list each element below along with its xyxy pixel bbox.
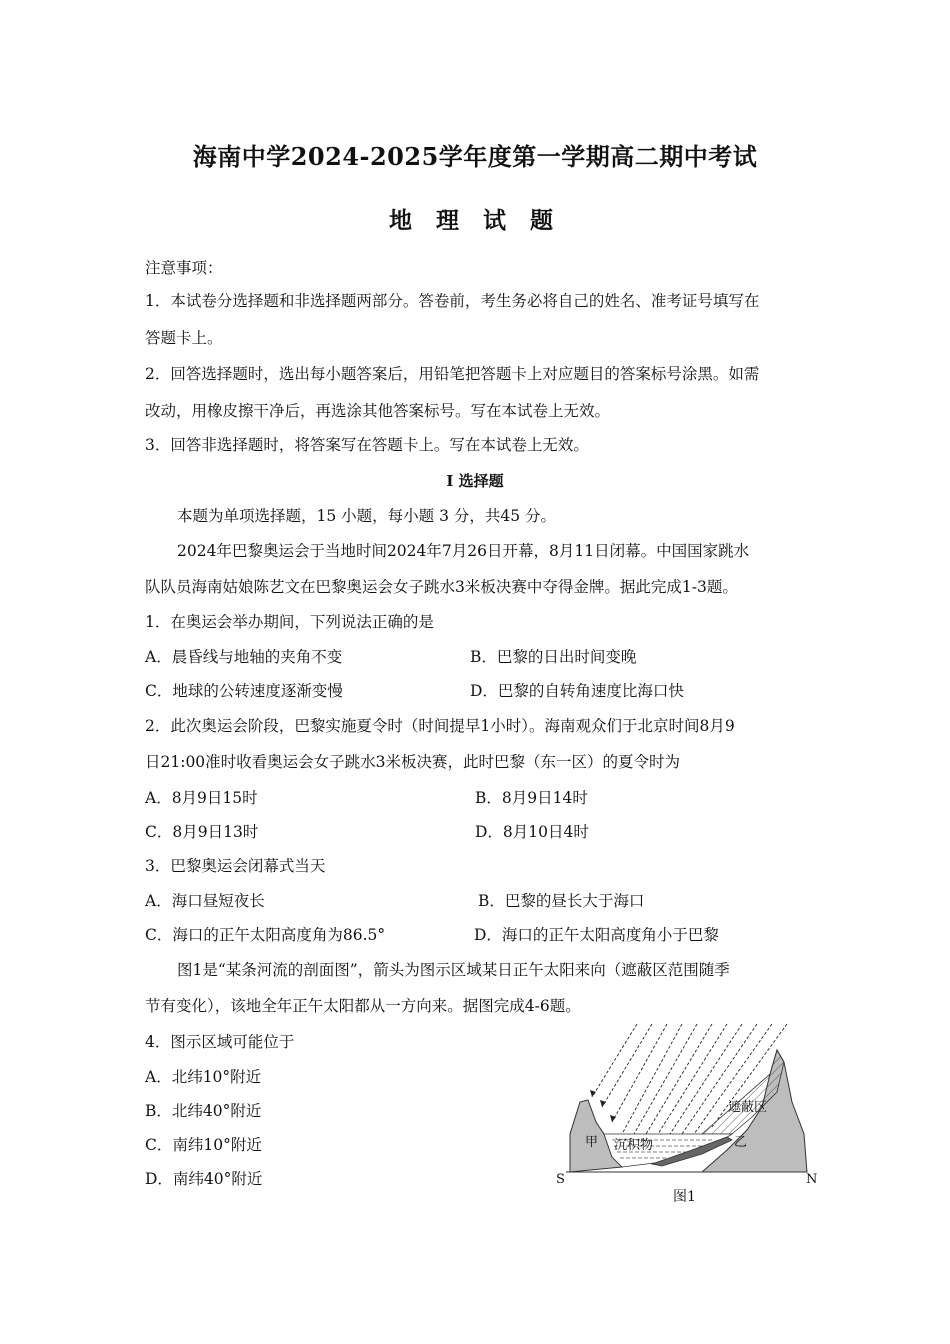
figure-caption: 图1 xyxy=(673,1189,696,1205)
question-4-option-a: A．北纬10°附近 xyxy=(145,1068,262,1086)
question-4-stem: 4．图示区域可能位于 xyxy=(145,1033,295,1051)
label-yi: 乙 xyxy=(734,1135,748,1150)
question-1-stem: 1．在奥运会举办期间，下列说法正确的是 xyxy=(145,613,434,631)
question-3-option-a: A．海口昼短夜长 xyxy=(145,892,265,910)
notice-item: 2．回答选择题时，选出每小题答案后，用铅笔把答题卡上对应题目的答案标号涂黑。如需 xyxy=(145,365,760,383)
notice-heading: 注意事项： xyxy=(145,259,223,277)
question-2-option-c: C．8月9日13时 xyxy=(145,823,259,841)
question-1-option-d: D．巴黎的自转角速度比海口快 xyxy=(470,682,684,700)
notice-item: 3．回答非选择题时，将答案写在答题卡上。写在本试卷上无效。 xyxy=(145,436,589,454)
passage-2-line: 节有变化），该地全年正午太阳都从一方向来。据图完成4-6题。 xyxy=(145,997,581,1015)
question-2-stem: 日21:00准时收看奥运会女子跳水3米板决赛，此时巴黎（东一区）的夏令时为 xyxy=(145,753,681,771)
passage-2-line: 图1是“某条河流的剖面图”，箭头为图示区域某日正午太阳来向（遮蔽区范围随季 xyxy=(177,961,730,979)
question-1-option-b: B．巴黎的日出时间变晚 xyxy=(470,648,637,666)
section-title: I 选择题 xyxy=(446,472,504,490)
notice-item: 改动，用橡皮擦干净后，再选涂其他答案标号。写在本试卷上无效。 xyxy=(145,402,611,420)
question-3-option-b: B．巴黎的昼长大于海口 xyxy=(478,892,645,910)
label-south: S xyxy=(556,1172,565,1187)
label-shadow-zone: 遮蔽区 xyxy=(728,1100,768,1115)
question-3-option-d: D．海口的正午太阳高度角小于巴黎 xyxy=(474,926,719,944)
notice-item: 答题卡上。 xyxy=(145,329,223,347)
label-north: N xyxy=(806,1172,818,1187)
question-4-option-d: D．南纬40°附近 xyxy=(145,1170,263,1188)
question-1-option-a: A．晨昏线与地轴的夹角不变 xyxy=(145,648,343,666)
question-2-option-a: A．8月9日15时 xyxy=(145,789,258,807)
exam-title: 海南中学2024-2025学年度第一学期高二期中考试 xyxy=(192,142,758,171)
question-2-option-d: D．8月10日4时 xyxy=(475,823,589,841)
question-4-option-b: B．北纬40°附近 xyxy=(145,1102,262,1120)
question-2-option-b: B．8月9日14时 xyxy=(475,789,588,807)
question-3-option-c: C．海口的正午太阳高度角为86.5° xyxy=(145,926,386,944)
question-1-option-c: C．地球的公转速度逐渐变慢 xyxy=(145,682,343,700)
question-2-stem: 2．此次奥运会阶段，巴黎实施夏令时（时间提早1小时）。海南观众们于北京时间8月9 xyxy=(145,717,735,735)
passage-1-line: 2024年巴黎奥运会于当地时间2024年7月26日开幕，8月11日闭幕。中国国家跳水 xyxy=(177,542,750,560)
question-3-stem: 3．巴黎奥运会闭幕式当天 xyxy=(145,857,326,875)
river-profile-figure xyxy=(552,1022,827,1202)
passage-1-line: 队队员海南姑娘陈艺文在巴黎奥运会女子跳水3米板决赛中夺得金牌。据此完成1-3题。 xyxy=(145,578,738,596)
label-sediment: 沉积物 xyxy=(614,1138,654,1153)
section-intro: 本题为单项选择题，15 小题，每小题 3 分，共45 分。 xyxy=(177,507,557,525)
label-jia: 甲 xyxy=(585,1135,599,1150)
question-4-option-c: C．南纬10°附近 xyxy=(145,1136,262,1154)
notice-item: 1．本试卷分选择题和非选择题两部分。答卷前，考生务必将自己的姓名、准考证号填写在 xyxy=(145,292,760,310)
subject-title: 地 理 试 题 xyxy=(388,207,562,234)
